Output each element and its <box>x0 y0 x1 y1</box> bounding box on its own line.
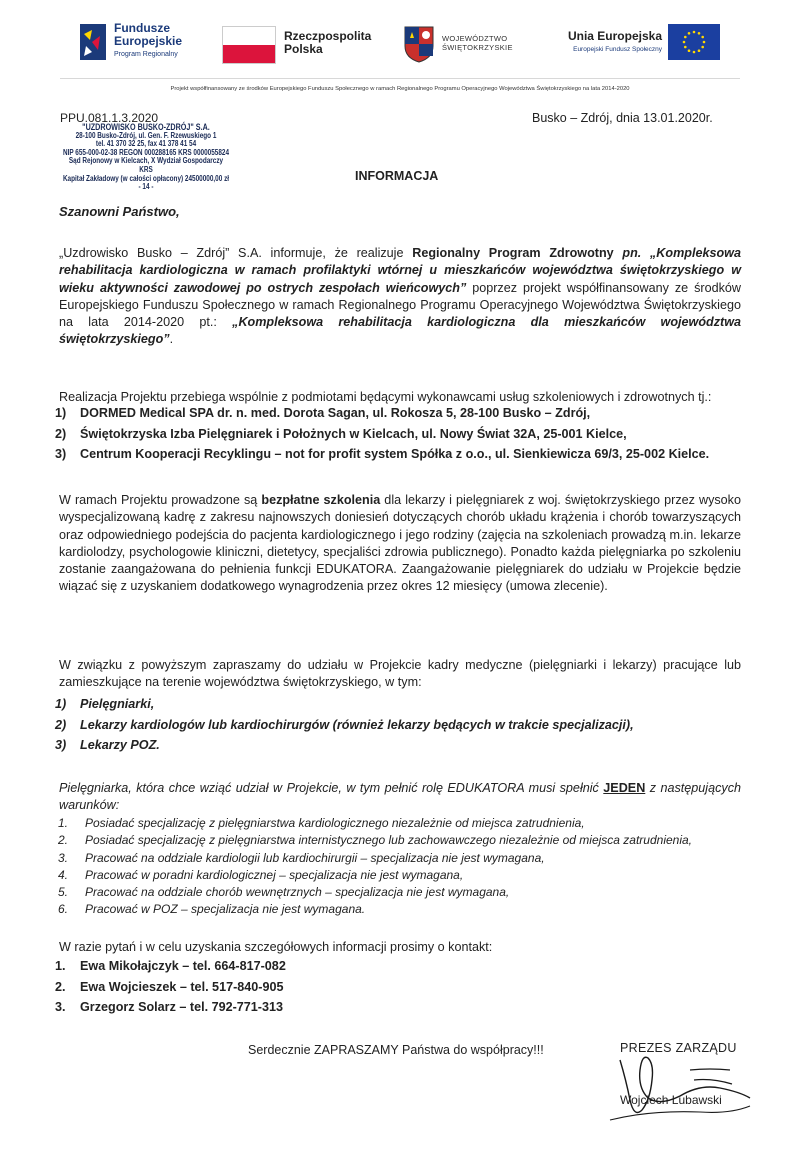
p1-project-title: „Kompleksowa rehabilitacja kardiologiczna dla mieszkańców województwa świętokrzyskiego” <box>59 315 742 347</box>
p1-text-f: . <box>169 332 174 347</box>
p5-text-c: z następujących warunków: <box>59 781 742 813</box>
partners-intro: Realizacja Projektu przebiega wspólnie z podmiotami będącymi wykonawcami usług szkoleniowych i zdrowotnych tj.: <box>59 390 712 404</box>
fe-title-2: Europejskie <box>114 34 183 48</box>
p1-text-a: „Uzdrowisko Busko – Zdrój” S.A. informuje, że realizuje <box>59 246 413 260</box>
list-item <box>55 977 745 998</box>
list-item <box>58 815 748 832</box>
list-item <box>55 997 745 1018</box>
list-number: 6. <box>58 902 69 917</box>
contact-text: Ewa Mikołajczyk – tel. 664-817-082 <box>80 959 286 973</box>
logo-wojewodztwo <box>402 24 522 66</box>
logo-unia-europejska <box>540 24 720 66</box>
fe-title-1: Fundusze <box>114 21 170 35</box>
list-number: 2) <box>55 426 67 441</box>
logo-fundusze-europejskie <box>78 18 218 68</box>
document-date: Busko – Zdrój, dnia 13.01.2020r. <box>532 111 713 125</box>
p5-text-a: Pielęgniarka, która chce wziąć udział w Projekcie, w tym pełnić rolę EDUKATORA musi spełnić <box>59 781 604 795</box>
list-number: 1. <box>58 816 69 830</box>
condition-text: Pracować w POZ – specjalizacja nie jest wymagana. <box>85 902 366 917</box>
company-stamp <box>62 123 262 192</box>
stamp-number: - 14 - <box>138 182 154 192</box>
reference-number: PPU.081.1.3.2020 <box>60 111 159 125</box>
paragraph-program <box>59 245 741 349</box>
list-number: 2. <box>55 979 66 994</box>
list-item <box>58 901 748 918</box>
contacts-list <box>55 956 745 1018</box>
ws-title-2: ŚWIĘTOKRZYSKIE <box>442 43 513 52</box>
condition-text: Pracować na oddziale kardiologii lub kardiochirurgii – specjalizacja nie jest wymagana, <box>85 850 545 865</box>
handwritten-signature-icon <box>590 1040 760 1130</box>
condition-text: Pracować na oddziale chorób wewnętrznych – specjalizacja nie jest wymagana, <box>85 885 510 900</box>
list-number: 2. <box>58 833 69 848</box>
list-number: 3) <box>55 738 67 752</box>
ue-title: Unia Europejska <box>567 29 662 43</box>
list-number: 3. <box>58 850 69 865</box>
partner-text: DORMED Medical SPA dr. n. med. Dorota Sagan, ul. Rokosza 5, 28-100 Busko – Zdrój, <box>80 406 591 420</box>
stamp-company: "UZDROWISKO BUSKO-ZDRÓJ" S.A. <box>82 122 210 132</box>
ue-subtitle: Europejski Fundusz Społeczny <box>573 46 662 53</box>
closing-line: Serdecznie ZAPRASZAMY Państwa do współpracy!!! <box>248 1043 544 1057</box>
list-item <box>55 403 745 424</box>
greeting: Szanowni Państwo, <box>59 204 180 219</box>
coat-of-arms-icon <box>402 24 436 64</box>
eu-flag-icon <box>668 24 720 60</box>
p1-text-d: poprzez projekt współfinansowany ze środków Europejskiego Funduszu Społecznego w ramach Regionalnego Programu Operacyjnego Województwa Świętokrzyskiego na lata 2014-2020 pt.: <box>59 280 741 330</box>
polish-flag-icon <box>222 26 276 64</box>
list-number: 1) <box>55 697 67 711</box>
condition-text: Pracować w poradni kardiologicznej – specjalizacja nie jest wymagana, <box>85 867 464 882</box>
header-cofinancing-note: Projekt współfinansowany ze środków Europejskiego Funduszu Społecznego w ramach Regionalnego Programu Operacyjnego Województwa Świętokrzyskiego na lata 2014-2020 <box>170 86 630 92</box>
list-number: 1) <box>55 406 67 420</box>
target-text: Pielęgniarki, <box>80 697 155 711</box>
p3-free-trainings: bezpłatne szkolenia <box>261 493 381 507</box>
p3-text-a: W ramach Projektu prowadzone są <box>59 493 262 507</box>
list-item <box>55 424 745 445</box>
signature-title: PREZES ZARZĄDU <box>620 1041 737 1055</box>
stamp-phone: tel. 41 370 32 25, fax 41 378 41 54 <box>95 139 197 149</box>
stamp-capital: Kapitał Zakładowy (w całości opłacony) 24500000,00 zł <box>62 173 230 183</box>
list-number: 1. <box>55 959 66 973</box>
document-title: INFORMACJA <box>355 169 439 183</box>
list-item <box>55 444 745 465</box>
list-item <box>55 735 745 756</box>
logo-rzeczpospolita <box>222 26 392 66</box>
list-number: 4. <box>58 867 69 882</box>
contact-intro: W razie pytań i w celu uzyskania szczegółowych informacji prosimy o kontakt: <box>59 940 493 954</box>
list-item <box>58 850 748 867</box>
rp-title-2: Polska <box>284 42 323 56</box>
ws-title-1: WOJEWÓDZTWO <box>442 34 508 43</box>
condition-text: Posiadać specjalizację z pielęgniarstwa kardiologicznego niezależnie od miejsca zatrudnienia, <box>85 816 585 830</box>
contact-text: Grzegorz Solarz – tel. 792-771-313 <box>80 1000 283 1014</box>
list-item <box>55 694 745 715</box>
header-divider <box>60 78 740 79</box>
fe-logo-icon <box>78 22 108 62</box>
list-item <box>58 867 748 884</box>
paragraph-conditions <box>59 780 741 815</box>
p5-one-emphasis: JEDEN <box>603 781 646 795</box>
list-item <box>58 832 748 849</box>
targets-list <box>55 694 745 756</box>
stamp-court: Sąd Rejonowy w Kielcach, X Wydział Gospodarczy KRS <box>68 156 224 174</box>
contact-text: Ewa Wojcieszek – tel. 517-840-905 <box>80 979 284 994</box>
stamp-ids: NIP 655-000-02-38 REGON 000288165 KRS 0000055824 <box>62 147 230 157</box>
partners-list <box>55 403 745 465</box>
list-number: 3. <box>55 1000 66 1014</box>
list-item <box>55 715 745 736</box>
fe-subtitle: Program Regionalny <box>114 51 178 58</box>
condition-text: Posiadać specjalizację z pielęgniarstwa internistycznego lub zachowawczego niezależnie od miejsca zatrudnienia, <box>85 833 693 848</box>
partner-text: Centrum Kooperacji Recyklingu – not for profit system Spółka z o.o., ul. Sienkiewicza 69/3, 25-002 Kielce. <box>80 447 710 461</box>
list-number: 2) <box>55 717 67 732</box>
target-text: Lekarzy POZ. <box>80 738 160 752</box>
list-number: 5. <box>58 885 69 900</box>
conditions-list <box>58 815 748 919</box>
p3-text-c: dla lekarzy i pielęgniarek z woj. świętokrzyskiego przez wysoko wyspecjalizowaną kadrę z zakresu najnowszych doniesień dotyczących chorób układu krążenia i chorób towarzyszących oraz odpowiedniego podejścia do pacjenta kardiologicznego i jego rodziny (zajęcia na szkoleniach prowadzą m.in. lekarze kardiolodzy, psychologowie kliniczni, dietetycy, specjaliści zdrowia publicznego). Ponadto każda pielęgniarka po szkoleniu zostanie zaangażowana do pełnienia funkcji EDUKATORA. Zaangażowanie pielęgniarek do udziału w Projekcie będzie wiązać się z uzyskaniem dodatkowego wynagrodzenia przez okres 12 miesięcy (umowa zlecenie). <box>59 493 741 594</box>
paragraph-invitation: W związku z powyższym zapraszamy do udziału w Projekcie kadry medyczne (pielęgniarki i lekarzy) pracujące lub zamieszkujące na terenie województwa świętokrzyskiego, w tym: <box>59 658 741 690</box>
list-item <box>58 884 748 901</box>
p1-program-title: pn. „Kompleksowa rehabilitacja kardiologiczna w ramach profilaktyki wtórnej u mieszkańców województwa świętokrzyskiego w wieku aktywności zawodowej po ostrych zespołach wieńcowych” <box>59 246 741 295</box>
stamp-address: 28-100 Busko-Zdrój, ul. Gen. F. Rzewuskiego 1 <box>75 130 217 140</box>
signature-name: Wojciech Lubawski <box>620 1093 722 1107</box>
paragraph-trainings <box>59 492 741 596</box>
target-text: Lekarzy kardiologów lub kardiochirurgów (również lekarzy będących w trakcie specjalizacji), <box>80 717 634 732</box>
rp-title-1: Rzeczpospolita <box>284 29 372 43</box>
partner-text: Świętokrzyska Izba Pielęgniarek i Położnych w Kielcach, ul. Nowy Świat 32A, 25-001 Kielce, <box>80 426 627 441</box>
list-item <box>55 956 745 977</box>
list-number: 3) <box>55 447 67 461</box>
p1-program-name: Regionalny Program Zdrowotny <box>412 246 623 260</box>
